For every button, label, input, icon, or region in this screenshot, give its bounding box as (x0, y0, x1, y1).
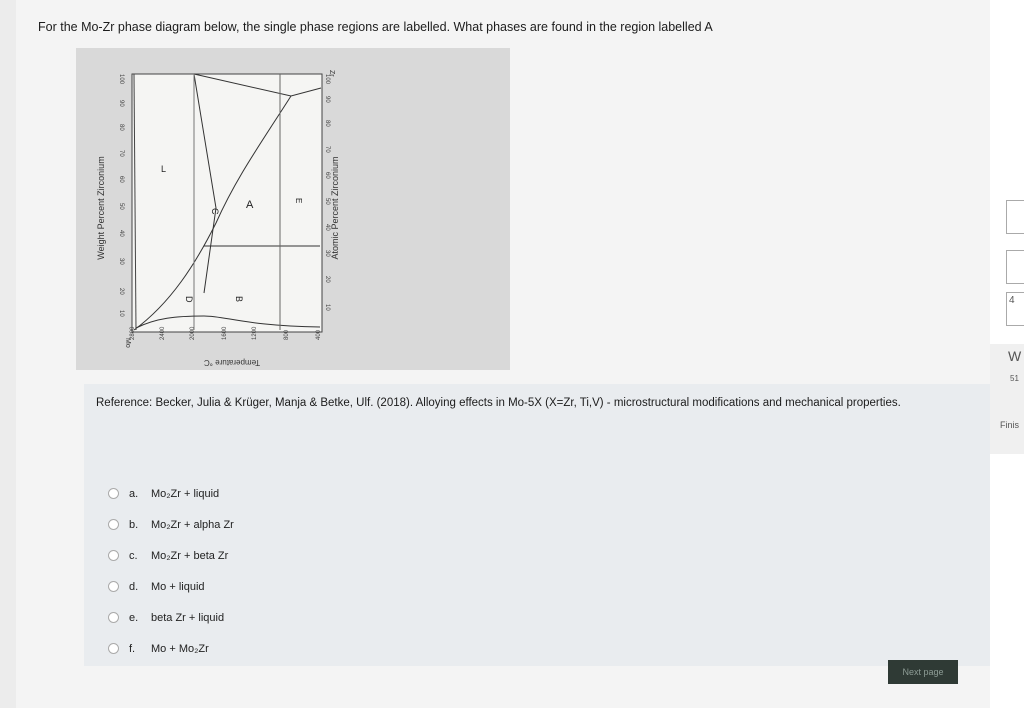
next-page-button[interactable]: Next page (888, 660, 958, 684)
region-label-A: A (246, 199, 254, 211)
finish-link[interactable]: Finis (1000, 420, 1020, 430)
radio-button[interactable] (108, 581, 119, 592)
region-label-L: L (161, 164, 167, 174)
region-label-D: D (184, 296, 194, 303)
weight-tick: 90 (118, 100, 124, 107)
question-text: For the Mo-Zr phase diagram below, the single phase regions are labelled. What phases are found in the region labelled A (38, 20, 713, 34)
option-a[interactable] (108, 478, 234, 509)
option-d[interactable] (108, 571, 234, 602)
option-letter: a. (129, 487, 139, 500)
option-c[interactable] (108, 540, 234, 571)
option-letter: e. (129, 611, 139, 624)
timer-letter: W (1008, 348, 1022, 364)
temperature-tick: 2000 (190, 326, 196, 340)
option-text: beta Zr + liquid (151, 611, 225, 624)
temperature-tick: 400 (316, 329, 322, 340)
temperature-axis-title: Temperature °C (203, 358, 261, 367)
nav-number: 4 (1009, 295, 1015, 306)
atomic-tick: 50 (324, 198, 330, 205)
option-text: Mo₂Zr + liquid (151, 487, 220, 500)
nav-question-box[interactable] (1006, 200, 1024, 234)
quiz-navigation-panel (990, 0, 1024, 708)
atomic-axis-title: Atomic Percent Zirconium (330, 156, 340, 260)
weight-tick: 40 (118, 230, 124, 237)
atomic-tick: 30 (324, 250, 330, 257)
weight-tick: 50 (118, 203, 124, 210)
weight-tick: 20 (118, 288, 124, 295)
option-text: Mo₂Zr + alpha Zr (151, 518, 234, 531)
option-text: Mo₂Zr + beta Zr (151, 549, 229, 562)
timer-value: 51 (1010, 374, 1019, 383)
region-label-E: E (294, 198, 303, 204)
weight-tick: 10 (118, 310, 124, 317)
reference-text: Reference: Becker, Julia & Krüger, Manja & Betke, Ulf. (2018). Alloying effects in Mo-5X (X=Zr, Ti,V) - microstructural modifications and mechanical properties. (96, 397, 901, 409)
temperature-tick: 1600 (222, 326, 228, 340)
option-e[interactable] (108, 602, 234, 633)
weight-tick: 60 (118, 176, 124, 183)
radio-button[interactable] (108, 643, 119, 654)
atomic-tick: 90 (324, 96, 330, 103)
answer-panel (84, 384, 994, 666)
phase-diagram-figure (76, 48, 510, 370)
radio-button[interactable] (108, 612, 119, 623)
weight-axis-title: Weight Percent Zirconium (96, 156, 106, 260)
option-letter: f. (129, 642, 136, 655)
radio-button[interactable] (108, 550, 119, 561)
nav-question-box[interactable] (1006, 292, 1024, 326)
phase-diagram-svg (76, 48, 510, 370)
option-f[interactable] (108, 633, 234, 664)
quiz-page (16, 0, 990, 708)
option-b[interactable] (108, 509, 234, 540)
weight-tick: 30 (118, 258, 124, 265)
atomic-tick: 70 (324, 146, 330, 153)
nav-question-box[interactable] (1006, 250, 1024, 284)
weight-tick: 100 (118, 74, 124, 85)
atomic-tick: 40 (324, 224, 330, 231)
timer-info (990, 344, 1024, 454)
option-letter: b. (129, 518, 139, 531)
weight-tick: 80 (118, 124, 124, 131)
weight-ticks (118, 74, 124, 317)
atomic-tick: 80 (324, 120, 330, 127)
option-text: Mo + liquid (151, 580, 205, 593)
region-label-B: B (234, 296, 244, 303)
weight-tick: 70 (118, 150, 124, 157)
temperature-tick: 2800 (130, 326, 136, 340)
option-letter: c. (129, 549, 138, 562)
option-text: Mo + Mo₂Zr (151, 642, 209, 655)
atomic-tick: 10 (324, 304, 330, 311)
plot-frame (132, 74, 322, 332)
temperature-tick: 1200 (252, 326, 258, 340)
region-label-C: C (210, 208, 220, 215)
temperature-tick: 2400 (160, 326, 166, 340)
atomic-tick: 60 (324, 172, 330, 179)
radio-button[interactable] (108, 488, 119, 499)
element-zr: Zr (328, 70, 335, 77)
atomic-tick: 100 (324, 74, 330, 85)
element-mo: Mo (124, 338, 131, 348)
radio-button[interactable] (108, 519, 119, 530)
option-letter: d. (129, 580, 139, 593)
atomic-tick: 20 (324, 276, 330, 283)
temperature-tick: 800 (284, 329, 290, 340)
answer-options (108, 478, 234, 664)
